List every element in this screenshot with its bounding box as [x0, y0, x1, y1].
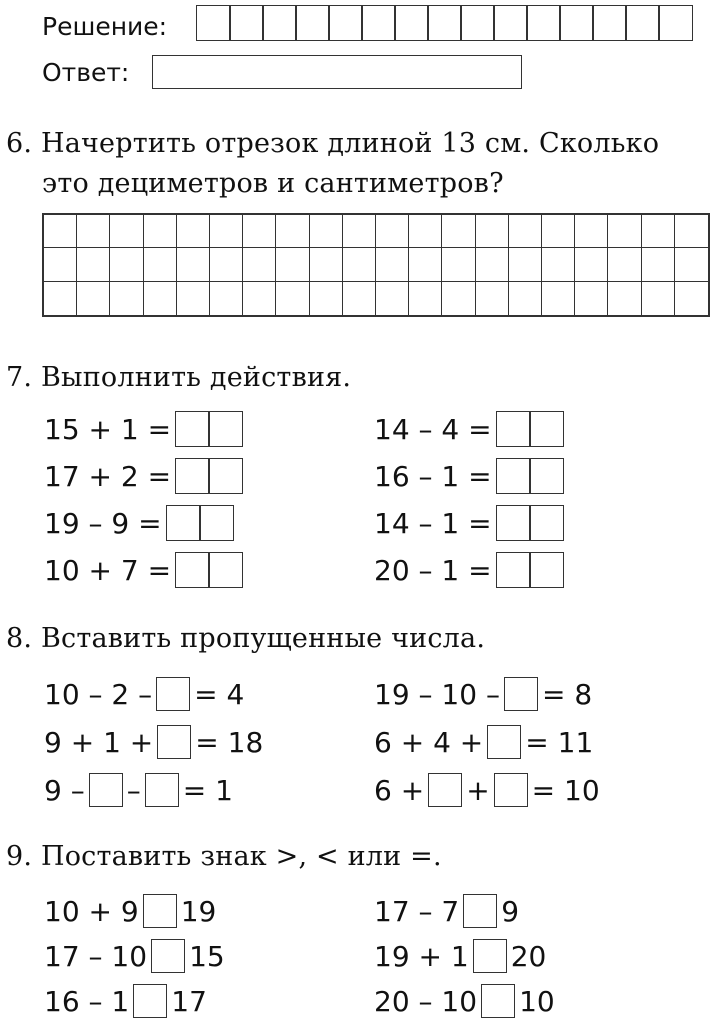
solution-cell[interactable]	[592, 5, 627, 41]
task7-right-3: 14 – 1 =	[374, 504, 564, 542]
grid-cell[interactable]	[675, 248, 708, 281]
task9-title: Поставить знак >, < или =.	[40, 841, 442, 872]
solution-cell[interactable]	[229, 5, 264, 41]
grid-cell[interactable]	[608, 248, 641, 281]
grid-cell[interactable]	[376, 215, 409, 248]
task9-number: 9.	[6, 841, 33, 872]
task7-title: Выполнить действия.	[40, 362, 352, 393]
grid-cell[interactable]	[243, 282, 276, 315]
task6-text-line2: это дециметров и сантиметров?	[42, 168, 504, 199]
task7-left-1: 15 + 1 =	[44, 410, 243, 448]
answer-box[interactable]	[496, 458, 564, 494]
task8-right-2: 6 + 4 + = 11	[374, 725, 594, 759]
grid-cell[interactable]	[542, 282, 575, 315]
missing-number-box[interactable]	[428, 773, 462, 807]
grid-cell[interactable]	[675, 215, 708, 248]
solution-cell[interactable]	[526, 5, 561, 41]
grid-cell[interactable]	[409, 282, 442, 315]
grid-cell[interactable]	[177, 282, 210, 315]
grid-cell[interactable]	[575, 215, 608, 248]
missing-number-box[interactable]	[494, 773, 528, 807]
solution-cell[interactable]	[493, 5, 528, 41]
answer-box[interactable]	[496, 505, 564, 541]
grid-cell[interactable]	[343, 248, 376, 281]
grid-cell[interactable]	[442, 215, 475, 248]
task7-right-2: 16 – 1 =	[374, 457, 564, 495]
grid-cell[interactable]	[575, 282, 608, 315]
grid-cell[interactable]	[343, 215, 376, 248]
task9-right-2: 19 + 1 20	[374, 939, 547, 973]
grid-cell[interactable]	[476, 215, 509, 248]
solution-cell[interactable]	[196, 5, 231, 41]
solution-cell[interactable]	[658, 5, 693, 41]
grid-cell[interactable]	[110, 248, 143, 281]
solution-cell[interactable]	[262, 5, 297, 41]
task9-right-3: 20 – 10 10	[374, 984, 555, 1018]
grid-cell[interactable]	[542, 215, 575, 248]
task7-left-2: 17 + 2 =	[44, 457, 243, 495]
grid-cell[interactable]	[110, 282, 143, 315]
grid-cell[interactable]	[77, 215, 110, 248]
grid-cell[interactable]	[177, 248, 210, 281]
answer-box[interactable]	[166, 505, 234, 541]
missing-number-box[interactable]	[145, 773, 179, 807]
grid-cell[interactable]	[509, 248, 542, 281]
solution-cells[interactable]	[196, 5, 691, 41]
grid-cell[interactable]	[44, 248, 77, 281]
answer-box[interactable]	[496, 552, 564, 588]
grid-cell[interactable]	[144, 215, 177, 248]
grid-cell[interactable]	[376, 282, 409, 315]
task9-left-3: 16 – 1 17	[44, 984, 207, 1018]
missing-number-box[interactable]	[487, 725, 521, 759]
sign-box[interactable]	[143, 894, 177, 928]
grid-cell[interactable]	[276, 248, 309, 281]
sign-box[interactable]	[473, 939, 507, 973]
solution-label: Решение:	[42, 12, 168, 41]
grid-cell[interactable]	[310, 248, 343, 281]
solution-cell[interactable]	[394, 5, 429, 41]
solution-cell[interactable]	[328, 5, 363, 41]
grid-cell[interactable]	[476, 282, 509, 315]
grid-cell[interactable]	[509, 215, 542, 248]
sign-box[interactable]	[463, 894, 497, 928]
grid-cell[interactable]	[144, 282, 177, 315]
grid-cell[interactable]	[542, 248, 575, 281]
task8-number: 8.	[6, 623, 33, 654]
task9-left-1: 10 + 9 19	[44, 894, 217, 928]
grid-cell[interactable]	[376, 248, 409, 281]
grid-cell[interactable]	[642, 248, 675, 281]
task7-heading	[6, 362, 351, 393]
task8-heading	[6, 623, 485, 654]
grid-cell[interactable]	[144, 248, 177, 281]
grid-cell[interactable]	[409, 215, 442, 248]
task7-right-4: 20 – 1 =	[374, 551, 564, 589]
task8-right-1: 19 – 10 – = 8	[374, 677, 593, 711]
task6-text-line1: Начертить отрезок длиной 13 см. Сколько	[40, 128, 660, 159]
task9-left-2: 17 – 10 15	[44, 939, 225, 973]
task7-left-4: 10 + 7 =	[44, 551, 243, 589]
grid-cell[interactable]	[44, 282, 77, 315]
solution-cell[interactable]	[460, 5, 495, 41]
grid-cell[interactable]	[675, 282, 708, 315]
task9-heading	[6, 841, 442, 872]
answer-label: Ответ:	[42, 58, 130, 87]
task7-left-3: 19 – 9 =	[44, 504, 234, 542]
grid-cell[interactable]	[509, 282, 542, 315]
missing-number-box[interactable]	[89, 773, 123, 807]
grid-cell[interactable]	[44, 215, 77, 248]
grid-cell[interactable]	[210, 282, 243, 315]
grid-cell[interactable]	[608, 215, 641, 248]
grid-cell[interactable]	[243, 215, 276, 248]
grid-cell[interactable]	[343, 282, 376, 315]
grid-cell[interactable]	[110, 215, 143, 248]
task8-right-3: 6 + + = 10	[374, 773, 600, 807]
grid-cell[interactable]	[642, 215, 675, 248]
grid-cell[interactable]	[575, 248, 608, 281]
task7-number: 7.	[6, 362, 33, 393]
grid-cell[interactable]	[409, 248, 442, 281]
grid-cell[interactable]	[310, 282, 343, 315]
answer-field[interactable]	[152, 55, 522, 89]
answer-box[interactable]	[175, 458, 243, 494]
task6-drawing-grid[interactable]	[42, 213, 710, 317]
grid-cell[interactable]	[77, 248, 110, 281]
task8-left-3: 9 – – = 1	[44, 773, 233, 807]
answer-box[interactable]	[496, 411, 564, 447]
grid-cell[interactable]	[243, 248, 276, 281]
answer-box[interactable]	[175, 552, 243, 588]
solution-cell[interactable]	[625, 5, 660, 41]
solution-cell[interactable]	[559, 5, 594, 41]
sign-box[interactable]	[133, 984, 167, 1018]
task8-left-2: 9 + 1 + = 18	[44, 725, 264, 759]
task8-left-1: 10 – 2 – = 4	[44, 677, 245, 711]
grid-cell[interactable]	[642, 282, 675, 315]
task9-right-1: 17 – 7 9	[374, 894, 520, 928]
grid-cell[interactable]	[210, 215, 243, 248]
grid-cell[interactable]	[276, 215, 309, 248]
grid-cell[interactable]	[442, 282, 475, 315]
task7-right-1: 14 – 4 =	[374, 410, 564, 448]
grid-cell[interactable]	[210, 248, 243, 281]
grid-cell[interactable]	[177, 215, 210, 248]
task8-title: Вставить пропущенные числа.	[40, 623, 486, 654]
grid-cell[interactable]	[608, 282, 641, 315]
solution-cell[interactable]	[361, 5, 396, 41]
answer-box[interactable]	[175, 411, 243, 447]
grid-cell[interactable]	[310, 215, 343, 248]
grid-cell[interactable]	[476, 248, 509, 281]
sign-box[interactable]	[481, 984, 515, 1018]
task6-number: 6.	[6, 128, 33, 159]
missing-number-box[interactable]	[504, 677, 538, 711]
missing-number-box[interactable]	[157, 725, 191, 759]
solution-cell[interactable]	[295, 5, 330, 41]
grid-cell[interactable]	[276, 282, 309, 315]
task6-heading	[6, 128, 659, 159]
sign-box[interactable]	[151, 939, 185, 973]
missing-number-box[interactable]	[156, 677, 190, 711]
grid-cell[interactable]	[77, 282, 110, 315]
grid-cell[interactable]	[442, 248, 475, 281]
solution-cell[interactable]	[427, 5, 462, 41]
